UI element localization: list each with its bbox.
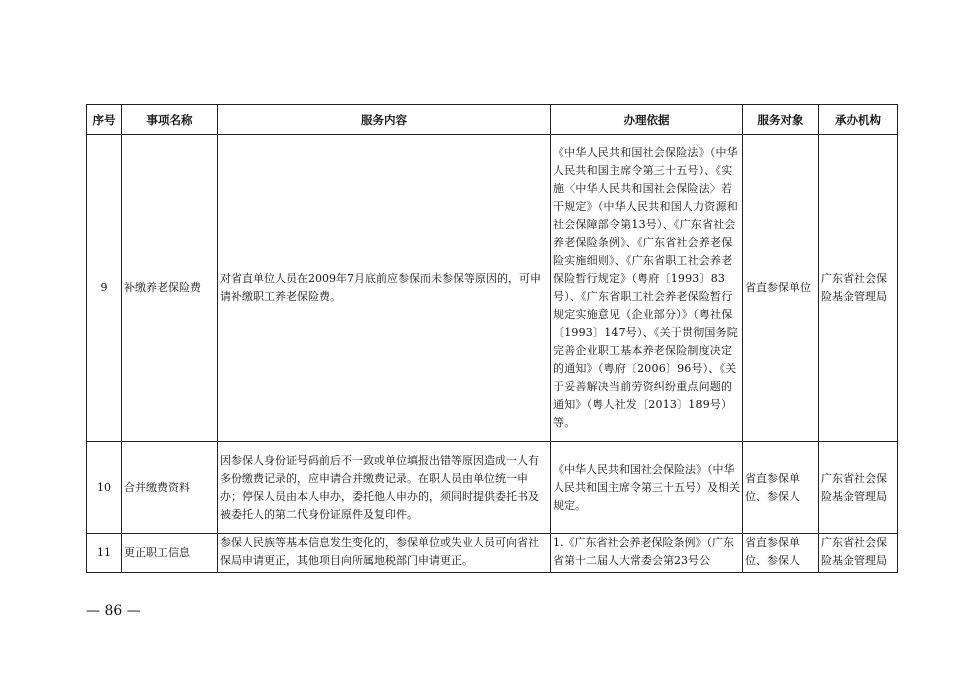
table-row: [87, 534, 898, 573]
header-seq: 序号: [87, 105, 122, 135]
cell-agency: 广东省社会保险基金管理局: [819, 442, 898, 534]
cell-target: 省直参保单位、参保人: [743, 442, 819, 534]
header-item-name: 事项名称: [122, 105, 218, 135]
cell-item-name: 合并缴费资料: [122, 442, 218, 534]
header-row: [87, 105, 898, 135]
cell-basis: [551, 534, 743, 573]
cell-agency-text: 广东省社会保险基金管理局: [821, 536, 887, 567]
cell-seq: 11: [87, 534, 122, 573]
header-agency: 承办机构: [819, 105, 898, 135]
cell-seq: 9: [87, 135, 122, 442]
cell-seq: 10: [87, 442, 122, 534]
header-target: 服务对象: [743, 105, 819, 135]
cell-service-content-text: 参保人民族等基本信息发生变化的，参保单位或失业人员可向省社保局申请更正，其他项目向所属地税部门申请更正。: [220, 536, 539, 567]
cell-service-content: 对省直单位人员在2009年7月底前应参保而未参保等原因的，可申请补缴职工养老保险费。: [218, 135, 551, 442]
cell-target: 省直参保单位: [743, 135, 819, 442]
cell-agency: 广东省社会保险基金管理局: [819, 135, 898, 442]
page-number: — 86 —: [86, 603, 141, 619]
cell-target: [743, 534, 819, 573]
header-service-content: 服务内容: [218, 105, 551, 135]
header-basis: 办理依据: [551, 105, 743, 135]
cell-basis: 《中华人民共和国社会保险法》（中华人民共和国主席令第三十五号）及相关规定。: [551, 442, 743, 534]
cell-basis: 《中华人民共和国社会保险法》（中华人民共和国主席令第三十五号）、《实施〈中华人民共和国社会保险法〉若干规定》（中华人民共和国人力资源和社会保障部令第13号）、《广东省社会养老保险条例》、《广东省社会养老保险实施细则》、《广东省职工社会养老保险暂行规定》（粤府〔1993〕83号）、《广东省职工社会养老保险暂行规定实施意见（企业部分）》（粤社保〔1993〕147号）、《关于贯彻国务院完善企业职工基本养老保险制度决定的通知》（粤府〔2006〕96号）、《关于妥善解决当前劳资纠纷重点问题的通知》（粤人社发〔2013〕189号）等。: [551, 135, 743, 442]
cell-basis-text: 1.《广东省社会养老保险条例》（广东省第十二届人大常委会第23号公: [553, 536, 734, 567]
cell-agency: [819, 534, 898, 573]
table-row: [87, 135, 898, 442]
cell-service-content: [218, 534, 551, 573]
cell-item-name: 更正职工信息: [122, 534, 218, 573]
cell-service-content: 因参保人身份证号码前后不一致或单位填报出错等原因造成一人有多份缴费记录的，应申请合并缴费记录。在职人员由单位统一申办；停保人员由本人申办，委托他人申办的，须同时提供委托书及被委托人的第二代身份证原件及复印件。: [218, 442, 551, 534]
service-table: [86, 104, 898, 573]
table-row: [87, 442, 898, 534]
cell-target-text: 省直参保单位、参保人: [745, 536, 800, 567]
cell-item-name: 补缴养老保险费: [122, 135, 218, 442]
